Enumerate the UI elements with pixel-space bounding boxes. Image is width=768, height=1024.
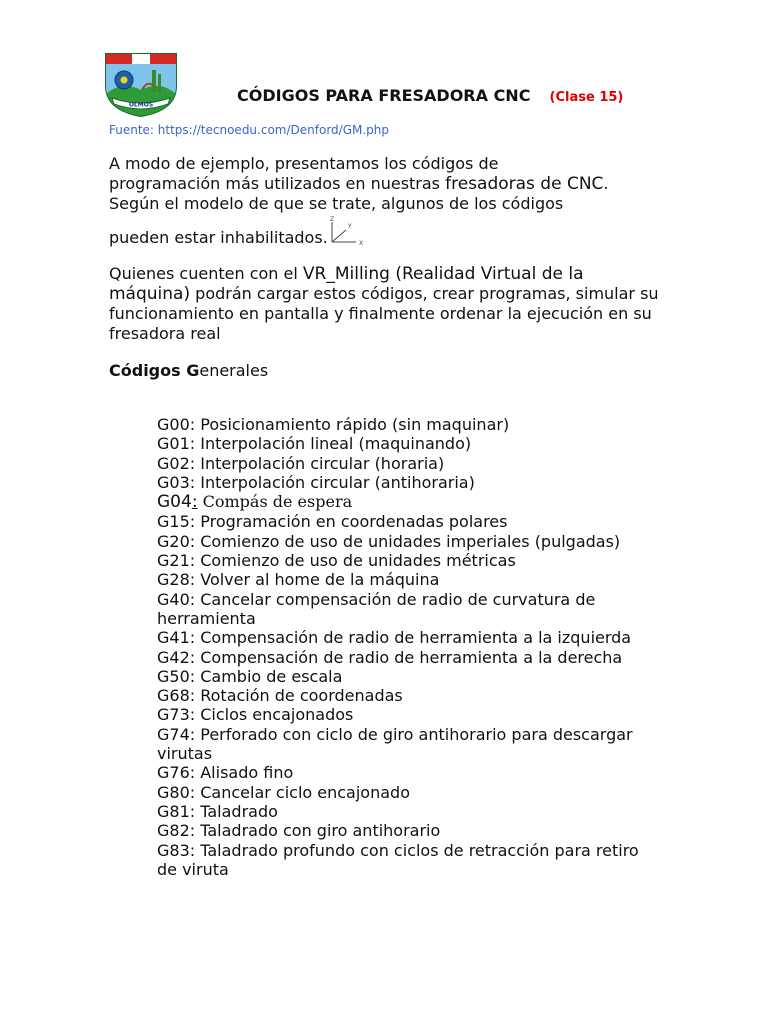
list-item: G02: Interpolación circular (horaria) [157,453,445,473]
g04-colon: : [191,492,198,513]
list-item: G42: Compensación de radio de herramienta a la derecha [157,647,623,667]
vr-milling-highlight: VR_Milling (Realidad Virtual de la máquina) [109,264,584,304]
logo-text: OLMOS [128,101,154,109]
list-item: G80: Cancelar ciclo encajonado [157,782,410,802]
g04-code: G04 [157,492,192,513]
intro-paragraph [109,154,669,248]
vr-text-c: podrán cargar estos códigos, crear programas, simular su funcionamiento en pantalla y finalmente ordenar la ejecución en su fresadora real [109,284,659,343]
section-heading [109,361,268,380]
list-item: G73: Ciclos encajonados [157,705,354,725]
list-item: G81: Taladrado [157,801,278,821]
school-logo [102,50,180,118]
intro-line-2 [109,174,669,194]
list-item: G40: Cancelar compensación de radio de curvatura de herramienta [157,589,596,628]
list-item: G20: Comienzo de uso de unidades imperiales (pulgadas) [157,531,621,551]
list-item: G76: Alisado fino [157,763,294,783]
axes-icon [328,214,368,246]
source-link[interactable]: Fuente: https://tecnoedu.com/Denford/GM.php [109,123,390,137]
intro-period: . [603,174,609,193]
axis-y-label: Y [347,223,352,230]
g04-description: Compás de espera [197,492,353,512]
page-title: CÓDIGOS PARA FRESADORA CNC [237,86,531,105]
highlight-fresadoras: fresadoras de CNC [445,174,604,194]
list-item: G28: Volver al home de la máquina [157,570,440,590]
list-item: G83: Taladrado profundo con ciclos de retracción para retiro de viruta [157,840,639,879]
list-item: G74: Perforado con ciclo de giro antihorario para descargar virutas [157,724,633,764]
axis-z-label: Z [329,216,334,223]
list-item: G01: Interpolación lineal (maquinando) [157,434,472,454]
section-heading-rest: enerales [199,361,269,380]
intro-line-4 [109,216,669,248]
list-item: G21: Comienzo de uso de unidades métricas [157,551,516,571]
title-row [237,86,623,105]
list-item: G68: Rotación de coordenadas [157,686,403,706]
vr-text-a: Quienes cuenten con el [109,264,303,283]
list-item-g04 [157,492,657,512]
codes-list [157,415,657,879]
intro-line-4-text: pueden estar inhabilitados. [109,228,328,247]
list-item: G15: Programación en coordenadas polares [157,512,508,532]
list-item: G41: Compensación de radio de herramienta a la izquierda [157,628,632,648]
vr-paragraph [109,264,669,344]
list-item: G03: Interpolación circular (antihoraria) [157,472,475,492]
list-item: G00: Posicionamiento rápido (sin maquinar) [157,415,510,434]
list-item: G82: Taladrado con giro antihorario [157,821,441,841]
intro-line-3: Según el modelo de que se trate, algunos de los códigos [109,194,564,213]
list-item: G50: Cambio de escala [157,666,343,686]
axis-x-label: X [358,240,363,246]
intro-line-1: A modo de ejemplo, presentamos los códigos de [109,154,499,173]
section-heading-bold: Códigos G [109,361,200,380]
intro-text: programación más utilizados en nuestras [109,174,446,193]
class-badge: (Clase 15) [549,90,624,105]
